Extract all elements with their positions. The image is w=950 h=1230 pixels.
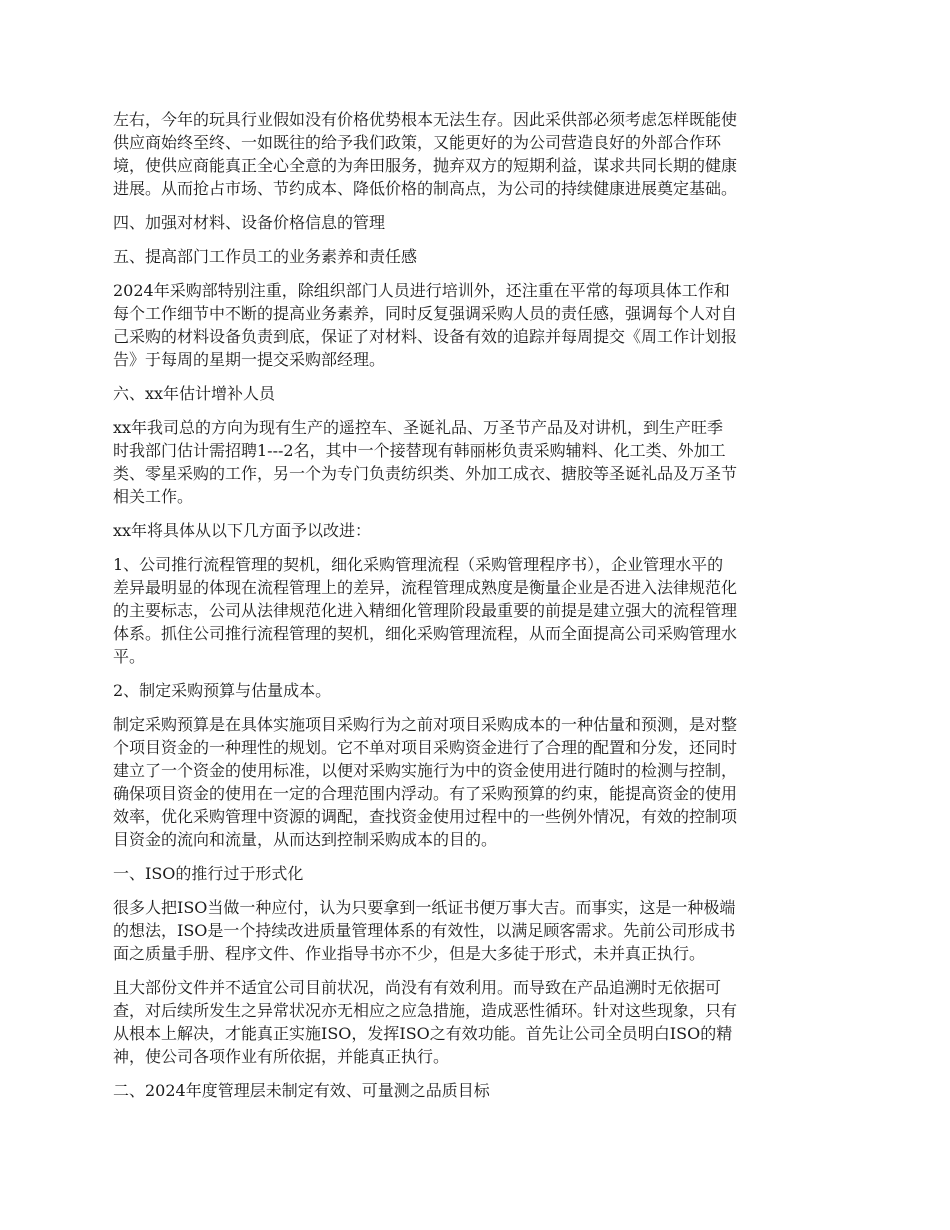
paragraph-improvement-intro: xx年将具体从以下几方面予以改进： <box>113 521 372 540</box>
heading-section-5: 五、提高部门工作员工的业务素养和责任感 <box>113 247 418 266</box>
heading-quality-goals: 二、2024年度管理层未制定有效、可量测之品质目标 <box>113 1081 490 1100</box>
heading-item-2: 2、制定采购预算与估量成本。 <box>113 681 332 700</box>
document-page <box>113 108 841 1113</box>
paragraph-iso-2: 且大部份文件并不适宜公司目前状况，尚没有有效利用。而导致在产品追溯时无依据可 查，对后续所发生之异常状况亦无相应之应急措施，造成恶性循环。针对这些现象，只有 从根本上解决，才能真正实施ISO，发挥ISO之有效功能。首先让公司全员明白ISO的精 神，使公司各项作业有所依据，并能真正执行。 <box>113 978 738 1066</box>
paragraph-training: 2024年采购部特别注重，除组织部门人员进行培训外，还注重在平常的每项具体工作和 每个工作细节中不断的提高业务素养，同时反复强调采购人员的责任感，强调每个人对自 己采购的材料设备负责到底，保证了对材料、设备有效的追踪并每周提交《周工作计划报 告》于每周的星期一提交采购部经理。 <box>113 281 738 369</box>
paragraph-iso-1: 很多人把ISO当做一种应付，认为只要拿到一纸证书便万事大吉。而事实，这是一种极端 的想法，ISO是一个持续改进质量管理体系的有效性，以满足顾客需求。先前公司形成书 面之质量手册、程序文件、作业指导书亦不少，但是大多徒于形式，未并真正执行。 <box>113 898 736 963</box>
paragraph-item-1: 1、公司推行流程管理的契机，细化采购管理流程（采购管理程序书），企业管理水平的 差异最明显的体现在流程管理上的差异，流程管理成熟度是衡量企业是否进入法律规范化 的主要标志，公司从法律规范化进入精细化管理阶段最重要的前提是建立强大的流程管理 体系。抓住公司推行流程管理的契机，细化采购管理流程，从而全面提高公司采购管理水 平。 <box>113 555 738 666</box>
heading-iso: 一、ISO的推行过于形式化 <box>113 864 304 883</box>
paragraph-intro-continuation: 左右，今年的玩具行业假如没有价格优势根本无法生存。因此采供部必须考虑怎样既能使 供应商始终至终、一如既往的给予我们政策，又能更好的为公司营造良好的外部合作环 境，使供应商能真正全心全意的为奔田服务，抛弃双方的短期利益，谋求共同长期的健康 进展。从而抢占市场、节约成本、降低价格的制高点，为公司的持续健康进展奠定基础。 <box>113 110 738 198</box>
paragraph-budget: 制定采购预算是在具体实施项目采购行为之前对项目采购成本的一种估量和预测，是对整 个项目资金的一种理性的规划。它不单对项目采购资金进行了合理的配置和分发，还同时 建立了一个资金的使用标准，以便对采购实施行为中的资金使用进行随时的检测与控制， 确保项目资金的使用在一定的合理范围内浮动。有了采购预算的约束，能提高资金的使用 效率，优化采购管理中资源的调配，查找资金使用过程中的一些例外情况，有效的控制项 目资金的流向和流量，从而达到控制采购成本的目的。 <box>113 715 738 849</box>
paragraph-staffing: xx年我司总的方向为现有生产的遥控车、圣诞礼品、万圣节产品及对讲机，到生产旺季 时我部门估计需招聘1---2名，其中一个接替现有韩丽彬负责采购辅料、化工类、外加工 类、零星采购的工作，另一个为专门负责纺织类、外加工成衣、搪胶等圣诞礼品及万圣节 相关工作。 <box>113 418 738 506</box>
heading-section-6: 六、xx年估计增补人员 <box>113 384 276 403</box>
heading-section-4: 四、加强对材料、设备价格信息的管理 <box>113 213 386 232</box>
